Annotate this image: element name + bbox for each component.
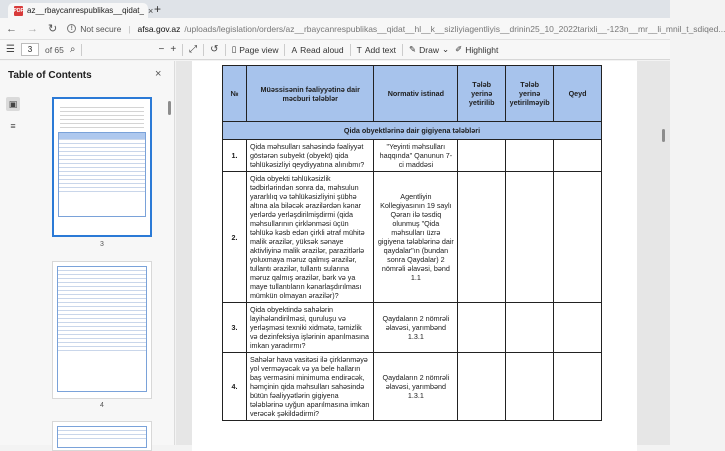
forward-icon[interactable]: → — [27, 22, 38, 35]
row-activity: Qida məhsulları sahəsində fəaliyyət göstərən subyekt (obyekt) qida təhlükəsizliyi qeydiyyatına alınıbmı? — [246, 140, 374, 172]
document-scrollbar[interactable] — [662, 129, 665, 142]
row-yes-cell — [458, 303, 506, 353]
page-view-label: Page view — [239, 44, 279, 55]
fit-page-icon[interactable]: ⤢ — [189, 44, 198, 55]
search-icon[interactable]: ⌕ — [69, 44, 76, 55]
toolbar-divider — [203, 44, 204, 56]
address-bar — [0, 18, 725, 40]
add-text-label: Add text — [364, 44, 397, 55]
contents-icon[interactable]: ☰ — [6, 44, 15, 55]
page-total: of 65 — [44, 44, 64, 55]
page-thumbnail[interactable] — [52, 261, 152, 399]
add-text-icon: T — [356, 44, 362, 55]
toolbar-divider — [350, 44, 351, 56]
zoom-in-icon[interactable]: + — [170, 44, 177, 55]
highlight-icon: ✐ — [455, 44, 463, 54]
back-icon[interactable]: ← — [6, 22, 17, 35]
requirements-table — [222, 65, 602, 421]
pdf-toolbar — [0, 40, 670, 60]
url-domain: afsa.gov.az — [137, 23, 181, 34]
zoom-out-icon[interactable]: − — [158, 44, 165, 55]
row-num: 1. — [223, 140, 247, 172]
url-field[interactable] — [67, 21, 725, 37]
toolbar-divider — [182, 44, 183, 56]
toolbar-divider — [225, 44, 226, 56]
rotate-icon[interactable]: ↺ — [210, 44, 219, 55]
browser-tab[interactable] — [8, 3, 154, 18]
add-text-button[interactable] — [357, 45, 396, 55]
table-row — [223, 172, 602, 303]
pdf-page — [192, 61, 637, 451]
row-norm: Agentliyin Kollegiyasının 19 saylı Qərarı ilə təsdiq olunmuş "Qida məhsulları üzrə gigiyena tələblərinə dair qaydalar"ın (bundan sonra Qaydalar) 2 nömrəli əlavəsi, bənd 1.1 — [374, 172, 458, 303]
highlight-label: Highlight — [465, 44, 499, 55]
row-norm: Qaydaların 2 nömrəli əlavəsi, yarımbənd 1.3.1 — [374, 303, 458, 353]
url-path: /uploads/legislation/orders/az__rbaycanrespublikas__qidat__hl__k__sizliyiagentliyis__drinin25_10_2022tarixli__-123n__mr__li_mnil_t_sdiqed... — [184, 23, 725, 34]
table-row — [223, 303, 602, 353]
new-tab-icon[interactable]: + — [154, 2, 162, 16]
header-yes: Tələb yerinə yetirilib — [458, 66, 506, 122]
row-note-cell — [554, 353, 602, 421]
row-note-cell — [554, 172, 602, 303]
section-title: Qida obyektlərinə dair gigiyena tələbləri — [223, 122, 602, 140]
header-num: № — [223, 66, 247, 122]
draw-label: Draw — [419, 44, 439, 55]
row-activity: Qida obyektində sahələrin layihələndirilməsi, quruluşu və yerləşməsi texniki xidmətə, təmizlik və dezinfeksiya işlərinin aparılmasına imkan yaradırmı? — [246, 303, 374, 353]
chevron-down-icon: ⌄ — [441, 44, 450, 54]
row-norm: "Yeyinti məhsulları haqqında" Qanunun 7-ci maddəsi — [374, 140, 458, 172]
page-thumbnail[interactable] — [52, 97, 152, 237]
read-aloud-label: Read aloud — [300, 44, 344, 55]
close-tab-icon[interactable]: × — [147, 5, 154, 16]
thumbnails-icon[interactable]: ▣ — [6, 97, 20, 111]
tab-title: az__rbaycanrespublikas__qidat_ — [27, 6, 144, 15]
not-secure-label: Not secure — [80, 23, 122, 34]
toc-title: Table of Contents — [8, 70, 92, 81]
outline-icon[interactable]: ≡ — [10, 121, 16, 131]
row-no-cell — [506, 353, 554, 421]
table-row — [223, 140, 602, 172]
row-yes-cell — [458, 353, 506, 421]
row-num: 4. — [223, 353, 247, 421]
row-no-cell — [506, 172, 554, 303]
thumbnail-page-number: 4 — [100, 402, 104, 409]
document-viewport — [176, 61, 670, 445]
header-norm: Normativ istinad — [374, 66, 458, 122]
table-section-row — [223, 122, 602, 140]
close-icon[interactable]: × — [155, 68, 162, 80]
panel-scrollbar[interactable] — [168, 101, 171, 115]
highlight-button[interactable] — [455, 44, 498, 55]
row-activity: Sahələr hava vasitəsi ilə çirklənməyə yol verməyəcək və ya bele halların baş verməsini minimuma endirəcək, həmçinin qida məhsulları sahəsində bütün fəaliyyətlərin gigiyena tələblərinə uyğun aparılmasına imkan verəcək şəkildədirmi? — [246, 353, 374, 421]
page-view-button[interactable] — [232, 44, 279, 55]
toc-rail — [6, 97, 22, 141]
page-view-icon: ▯ — [231, 44, 237, 54]
url-separator: | — [128, 23, 131, 34]
refresh-icon[interactable]: ↻ — [48, 23, 58, 35]
read-aloud-button[interactable] — [291, 45, 343, 55]
table-header-row — [223, 66, 602, 122]
row-no-cell — [506, 303, 554, 353]
row-num: 2. — [223, 172, 247, 303]
draw-icon: ✎ — [409, 44, 417, 54]
table-row — [223, 353, 602, 421]
toolbar-divider — [402, 44, 403, 56]
row-activity: Qida obyekti təhlükəsizlik tədbirlərindən sonra da, məhsulun yararlılıq və təhlükəsizliyini şübhə altına ala biləcək ərazilərdən kənar yerlərdə yerləşdirilmişdirmi (qida məhsullarının çirklənməsi üçün təhlükə kəsb edən çirkli ətraf mühitə malik ərazilər, yüksək sənaye aktivliyinə malik ərazilər, parazitlərlə yoluxmaya məruz qalmış ərazilər, tullantı ərazilər, tullantı sularına məruz qalmış ərazilər, bərk və ya maye tullantıların kənarlaşdırılması mümkün olmayan ərazilər)? — [246, 172, 374, 303]
toolbar-divider — [284, 44, 285, 56]
row-yes-cell — [458, 140, 506, 172]
header-no: Tələb yerinə yetirilməyib — [506, 66, 554, 122]
row-note-cell — [554, 140, 602, 172]
row-yes-cell — [458, 172, 506, 303]
browser-tab-strip — [0, 0, 670, 18]
header-activity: Müəssisənin fəaliyyətinə dair məcburi tələblər — [246, 66, 374, 122]
page-number-input[interactable]: 3 — [21, 43, 39, 56]
row-no-cell — [506, 140, 554, 172]
pdf-file-icon: PDF — [13, 7, 24, 14]
table-of-contents-panel — [0, 61, 175, 445]
read-aloud-icon: A — [291, 44, 298, 55]
header-note: Qeyd — [554, 66, 602, 122]
row-note-cell — [554, 303, 602, 353]
toolbar-divider — [81, 44, 82, 56]
thumbnail-page-number: 3 — [100, 241, 104, 248]
row-norm: Qaydaların 2 nömrəli əlavəsi, yarımbənd 1.3.1 — [374, 353, 458, 421]
row-num: 3. — [223, 303, 247, 353]
page-thumbnail[interactable] — [52, 421, 152, 451]
draw-button[interactable] — [409, 44, 449, 55]
warning-icon: ! — [67, 24, 76, 33]
